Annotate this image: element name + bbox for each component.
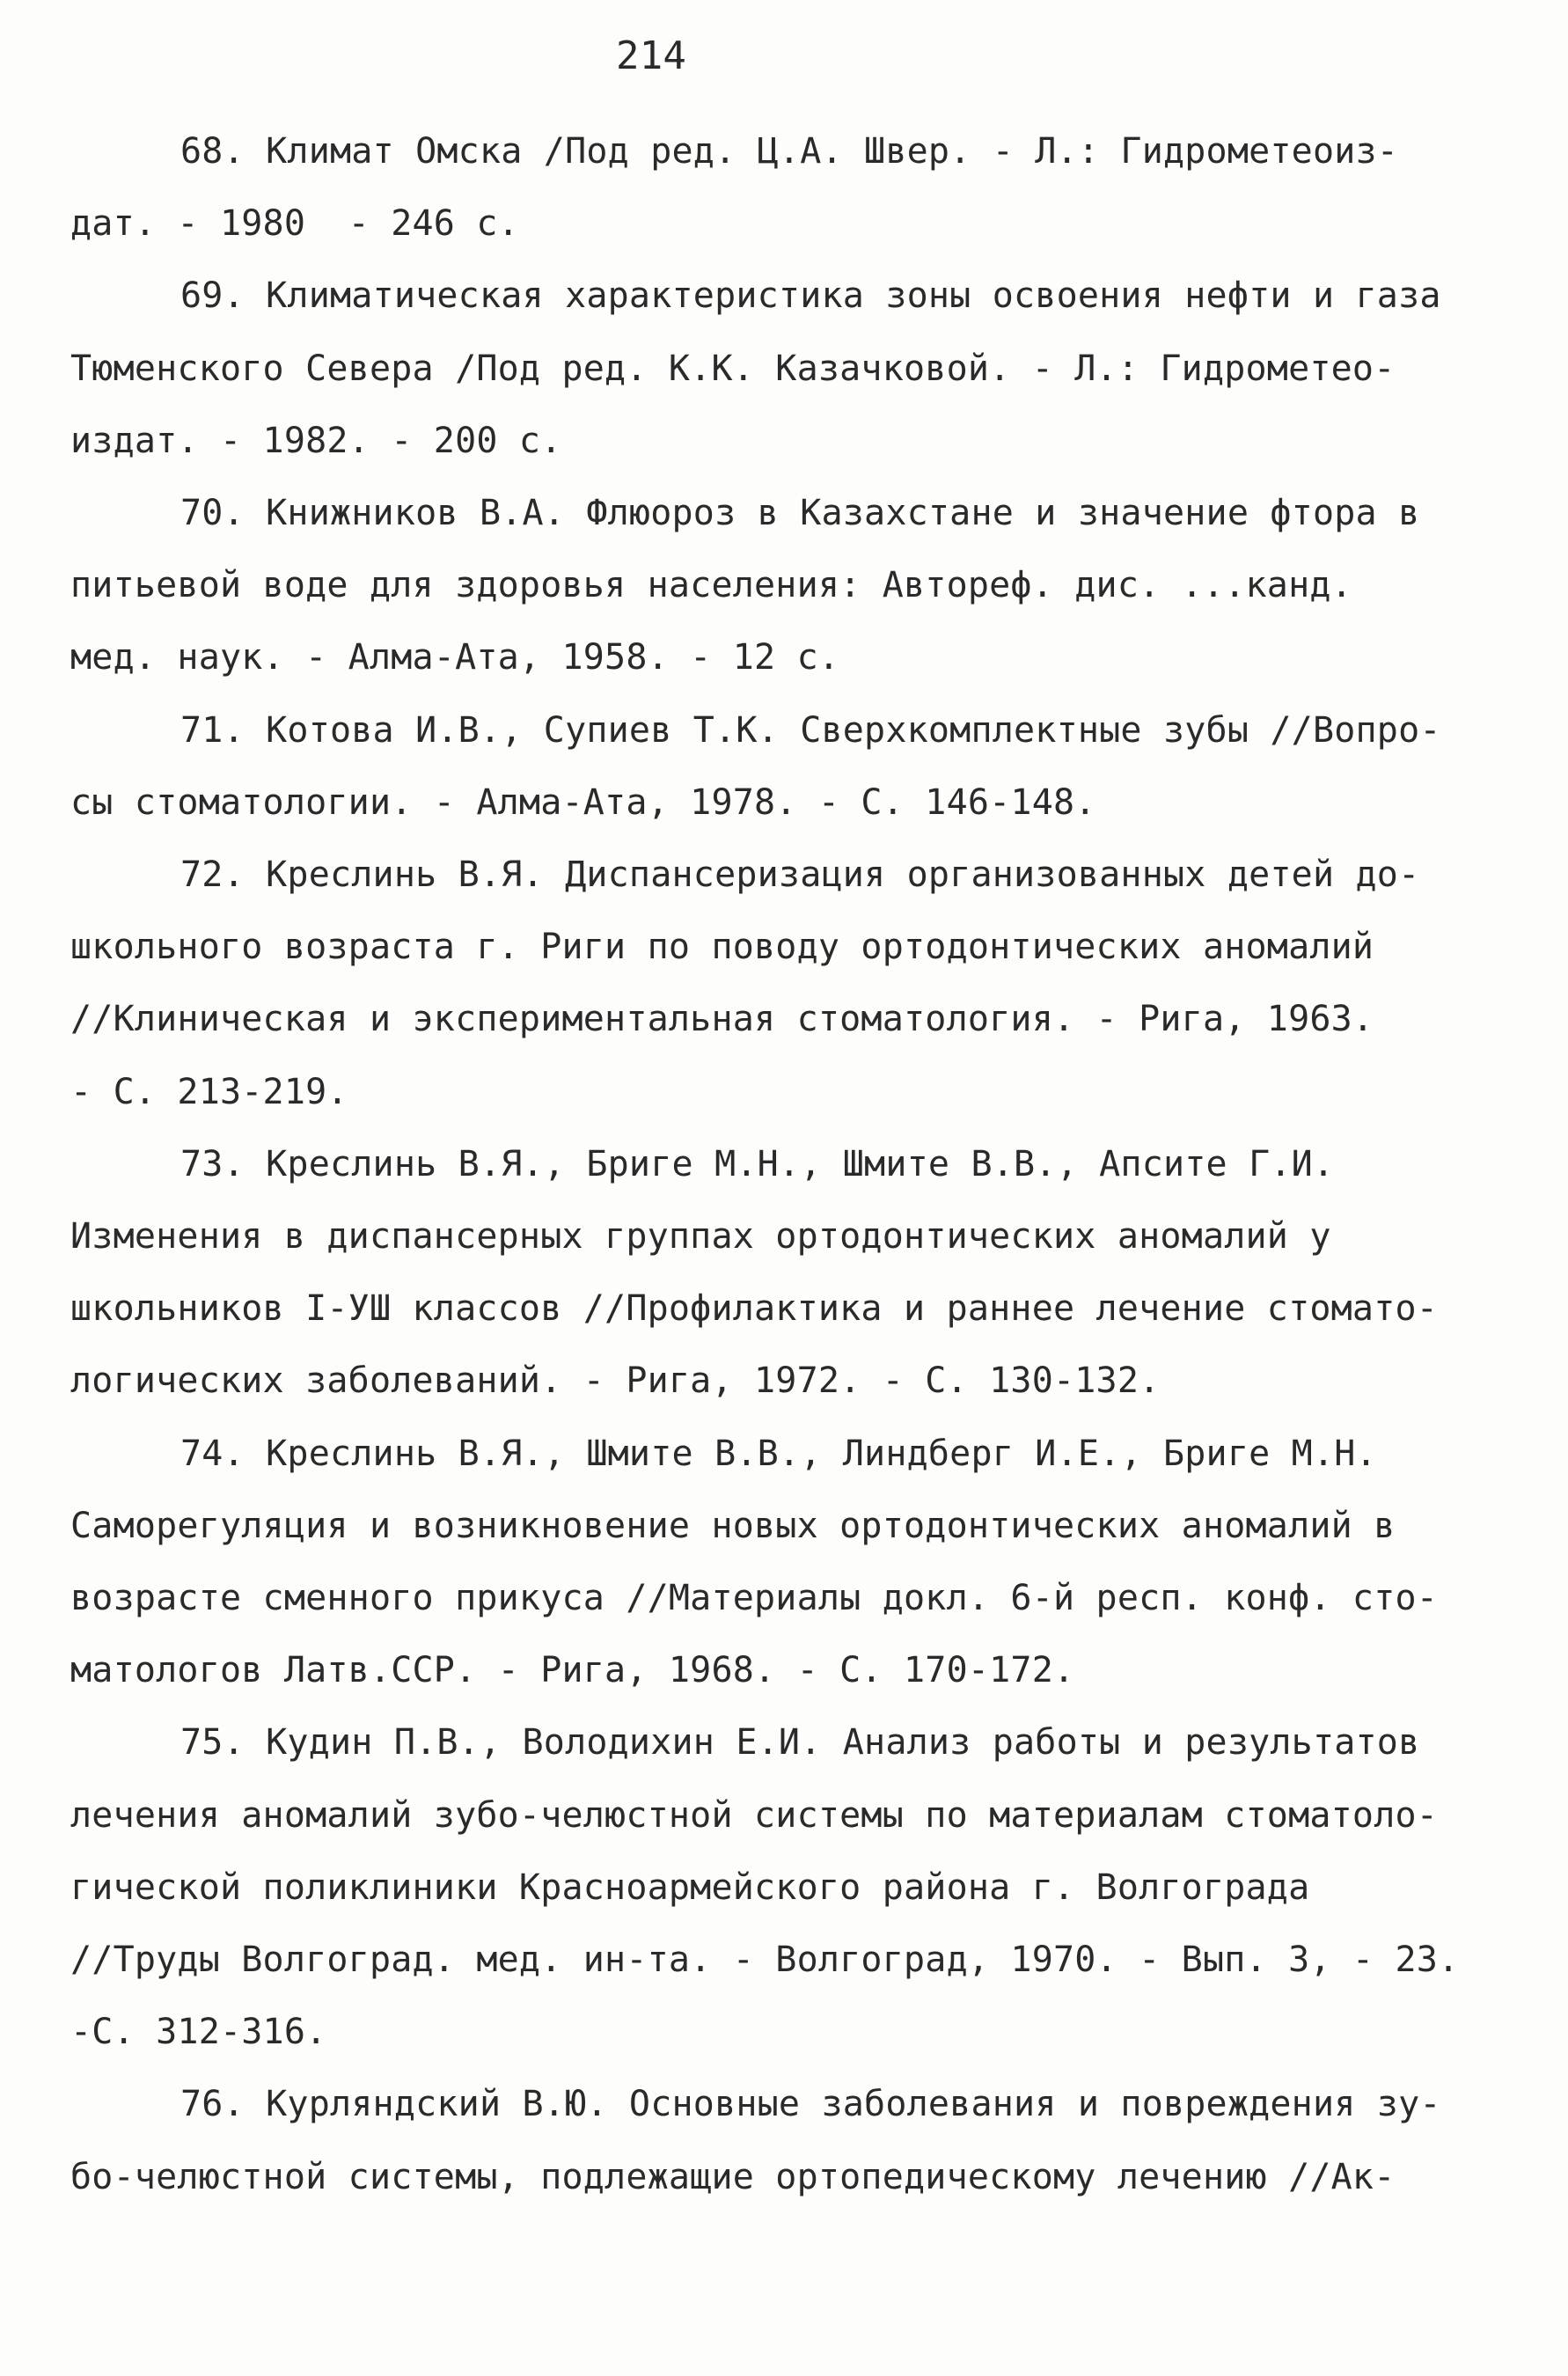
entry-text: //Труды Волгоград. мед. ин-та. - Волгоград, 1970. - Вып. 3, - 23. (70, 1940, 1460, 1980)
entry-line (70, 1505, 1396, 1546)
entry-text: - С. 213-219. (70, 1071, 348, 1112)
entry-first-line (180, 495, 1419, 531)
entry-text: -С. 312-316. (70, 2012, 327, 2053)
entry-line (70, 1288, 1439, 1330)
entry-first-line (180, 709, 1441, 751)
entry-text: //Клиническая и экспериментальная стоматология. - Рига, 1963. (70, 999, 1374, 1040)
entry-text: Изменения в диспансерных группах ортодонтических аномалий у (70, 1216, 1331, 1257)
entry-text: Тюменского Севера /Под ред. К.К. Казачковой. - Л.: Гидрометео- (70, 348, 1396, 389)
entry-number: 74. (180, 1433, 267, 1474)
entry-number: 73. (180, 1143, 267, 1184)
entry-number: 70. (180, 493, 267, 533)
entry-line (70, 1071, 348, 1112)
entry-text: Саморегуляция и возникновение новых ортодонтических аномалий в (70, 1505, 1396, 1546)
entry-text: Климатическая характеристика зоны освоения нефти и газа (266, 275, 1441, 317)
entry-text: школьного возраста г. Риги по поводу ортодонтических аномалий (70, 927, 1374, 968)
entry-text: Котова И.В., Супиев Т.К. Сверхкомплектные зубы //Вопро- (266, 709, 1441, 751)
entry-text: Климат Омска /Под ред. Ц.А. Швер. - Л.: Гидрометеоиз- (266, 131, 1399, 172)
entry-line (70, 1360, 1161, 1402)
entry-line (70, 203, 519, 245)
entry-text: Книжников В.А. Флюороз в Казахстане и значение фтора в (266, 493, 1420, 533)
entry-first-line (180, 854, 1420, 895)
entry-text: питьевой воде для здоровья населения: Автореф. дис. ...канд. (70, 565, 1352, 606)
entry-text: логических заболеваний. - Рига, 1972. - С. 130-132. (70, 1360, 1161, 1402)
entry-number: 75. (180, 1722, 267, 1764)
entry-text: лечения аномалий зубо-челюстной системы по материалам стоматоло- (70, 1794, 1439, 1836)
entry-text: дат. - 1980 - 246 с. (70, 203, 519, 245)
entry-number: 69. (180, 275, 267, 317)
entry-text: Креслинь В.Я., Бриге М.Н., Шмите В.В., Апсите Г.И. (266, 1143, 1335, 1184)
entry-text: гической поликлиники Красноармейского района г. Волгограда (70, 1866, 1310, 1908)
entry-number: 71. (180, 709, 267, 751)
entry-line (70, 637, 840, 678)
entry-text: мед. наук. - Алма-Ата, 1958. - 12 с. (70, 637, 840, 678)
entry-text: Кудин П.В., Володихин Е.И. Анализ работы и результатов (266, 1722, 1420, 1764)
entry-number: 76. (180, 2084, 267, 2125)
entry-text: возрасте сменного прикуса //Материалы докл. 6-й респ. конф. сто- (70, 1578, 1439, 1618)
entry-number: 68. (180, 131, 267, 172)
entry-first-line (180, 2084, 1441, 2125)
entry-line (70, 420, 562, 461)
entry-line (70, 1580, 1438, 1616)
entry-line (70, 1216, 1331, 1257)
entry-line (70, 999, 1374, 1040)
entry-first-line (180, 1722, 1420, 1764)
entry-first-line (180, 1143, 1335, 1184)
entry-line (70, 1650, 1075, 1691)
entry-text: издат. - 1982. - 200 с. (70, 420, 562, 461)
entry-line (70, 2012, 327, 2053)
entry-text: Курляндский В.Ю. Основные заболевания и повреждения зу- (266, 2084, 1441, 2125)
entry-line (70, 565, 1352, 606)
entry-text: матологов Латв.ССР. - Рига, 1968. - С. 170-172. (70, 1650, 1075, 1691)
entry-line (70, 781, 1096, 823)
page-number: 214 (616, 33, 687, 78)
entry-first-line (180, 275, 1441, 317)
entry-line (70, 1866, 1310, 1908)
entry-text: бо-челюстной системы, подлежащие ортопедическому лечению //Ак- (70, 2156, 1396, 2197)
entry-line (70, 348, 1396, 389)
entry-text: школьников I-УШ классов //Профилактика и раннее лечение стомато- (70, 1288, 1439, 1330)
entry-text: сы стоматологии. - Алма-Ата, 1978. - С. 146-148. (70, 781, 1096, 823)
entry-line (70, 1940, 1460, 1980)
entry-text: Креслинь В.Я. Диспансеризация организованных детей до- (266, 854, 1420, 895)
entry-text: Креслинь В.Я., Шмите В.В., Линдберг И.Е., Бриге М.Н. (266, 1433, 1377, 1474)
entry-line (70, 927, 1374, 968)
entry-line (70, 2156, 1396, 2197)
entry-number: 72. (180, 854, 267, 895)
entry-line (70, 1794, 1439, 1836)
entry-first-line (180, 1433, 1377, 1474)
entry-first-line (180, 131, 1399, 172)
